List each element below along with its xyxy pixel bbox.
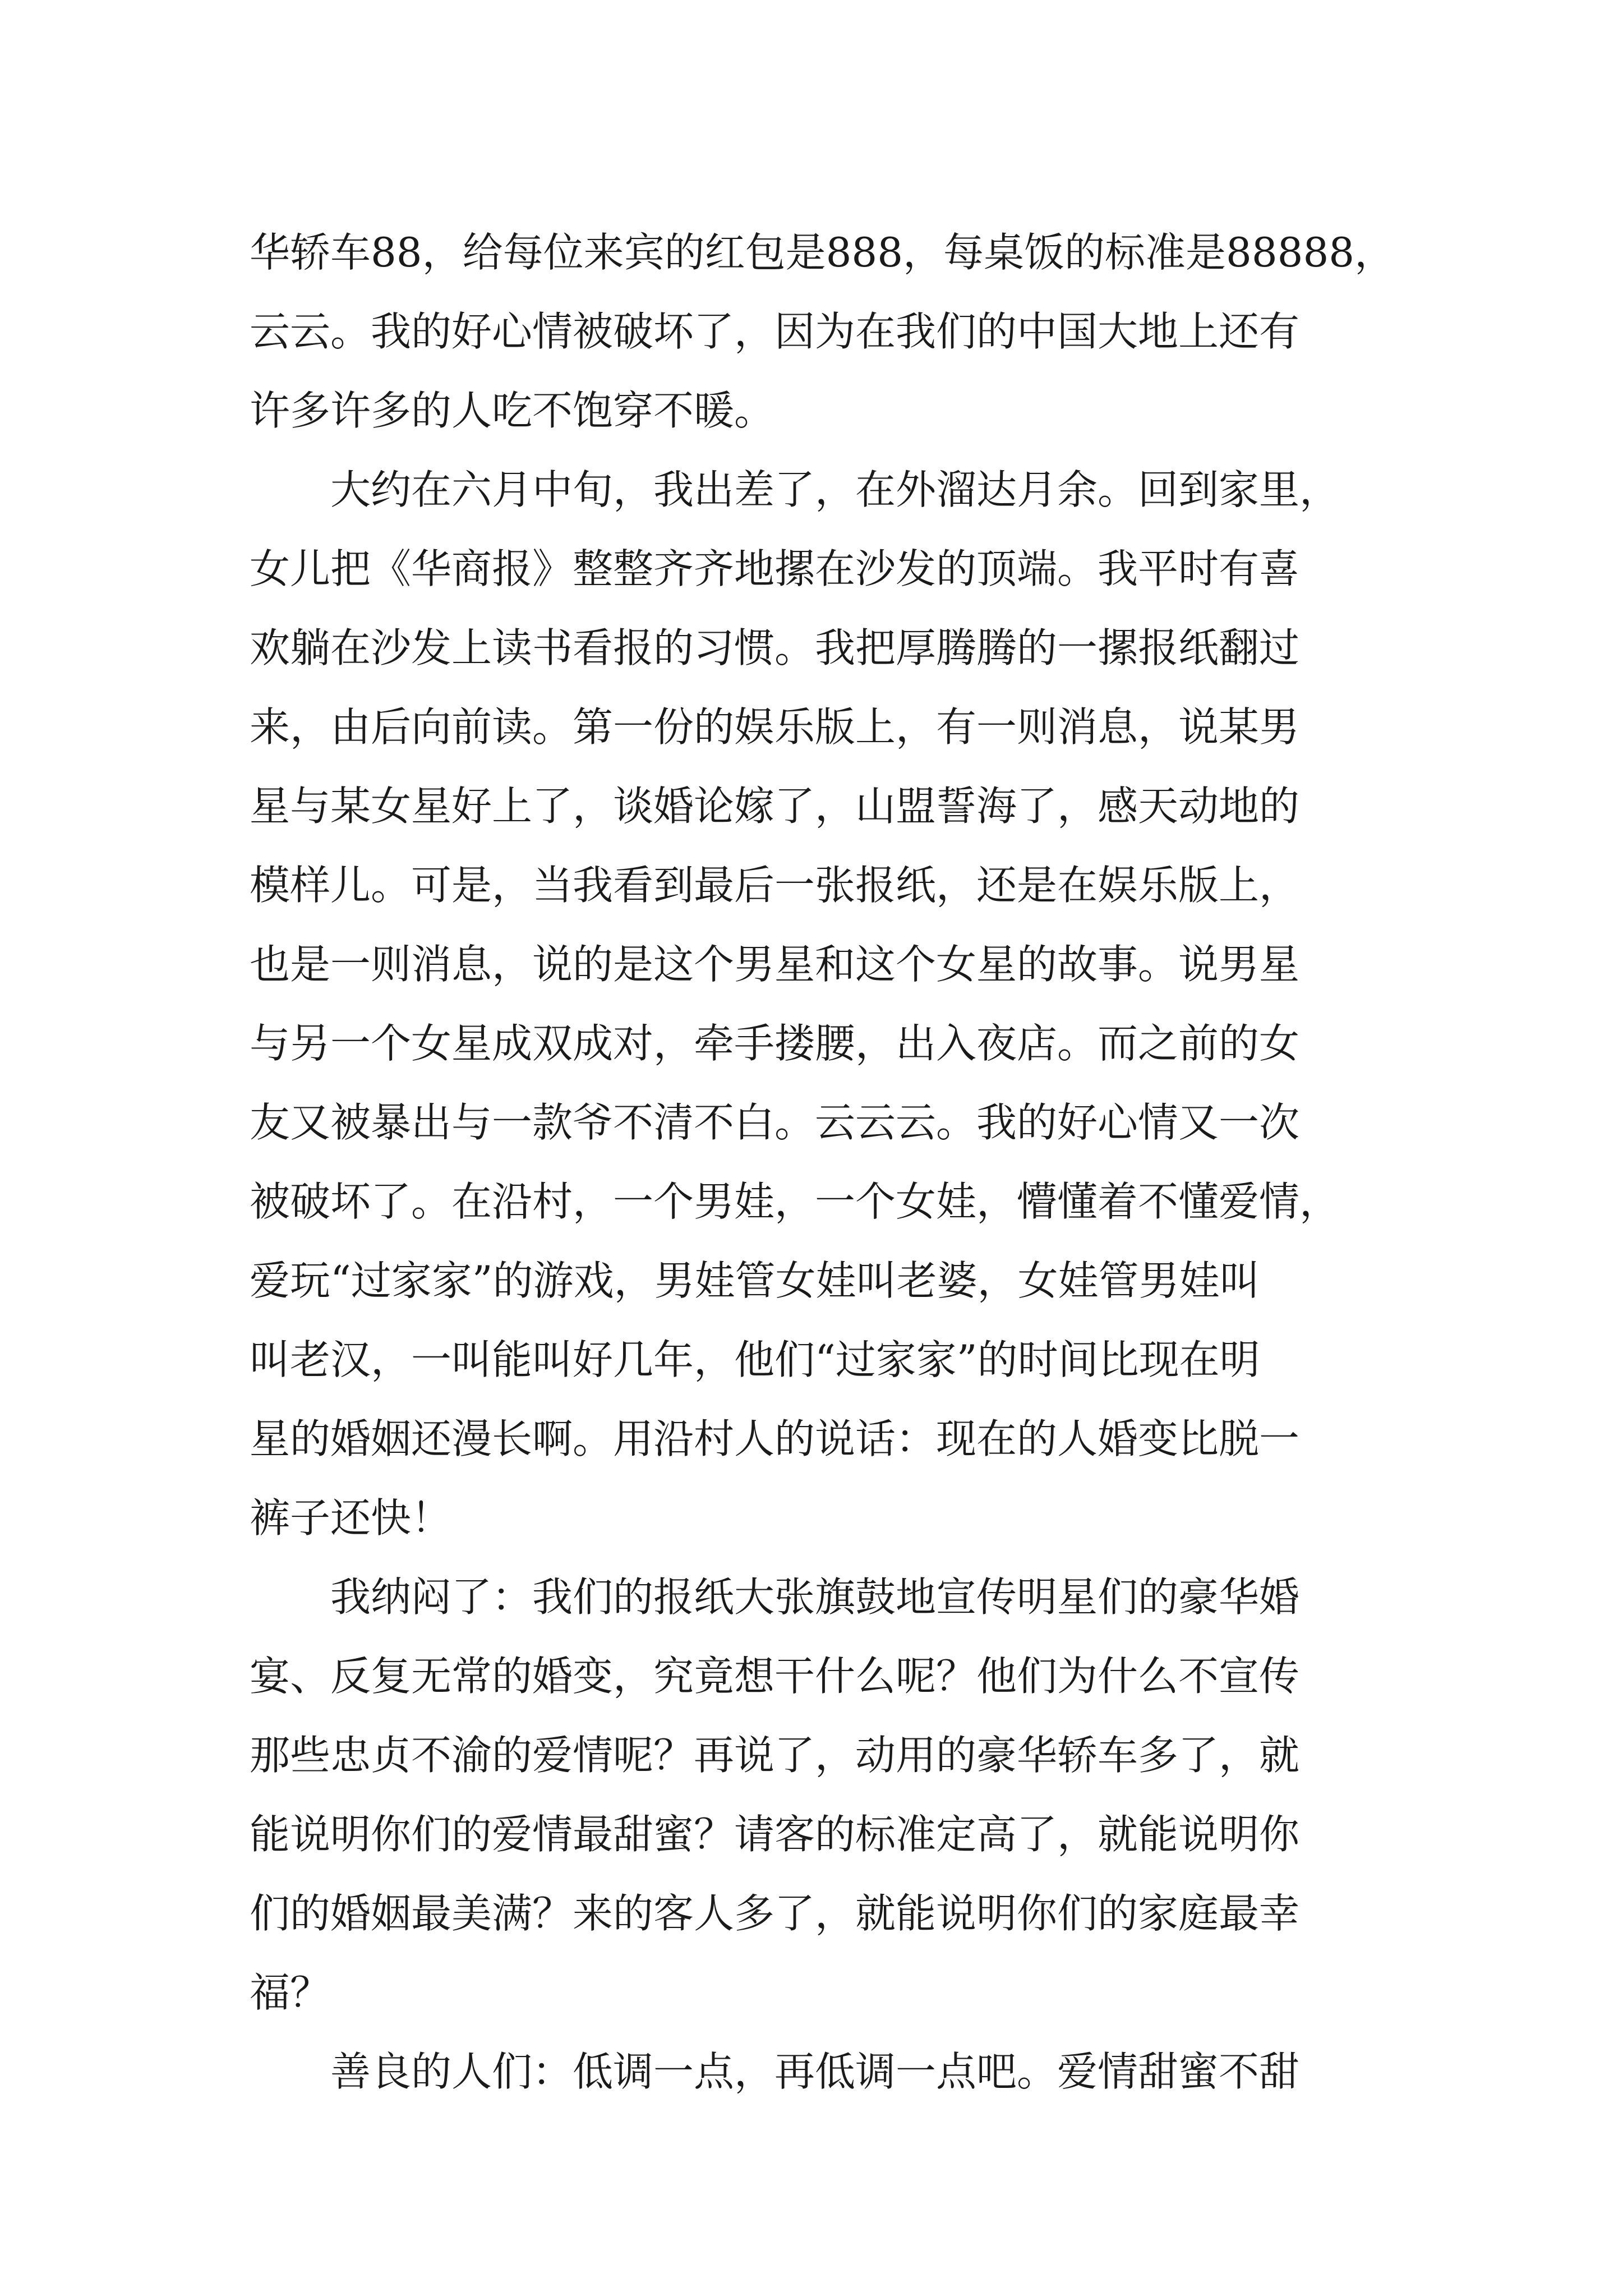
text-line: 华轿车88，给每位来宾的红包是888，每桌饭的标准是88888， — [250, 229, 1395, 276]
text-line: 也是一则消息，说的是这个男星和这个女星的故事。说男星 — [250, 941, 1300, 988]
paragraph — [250, 1558, 1394, 2032]
text-line: 福？ — [250, 1969, 331, 2016]
text-line: 裤子还快！ — [250, 1494, 452, 1542]
text-line: 云云。我的好心情被破坏了，因为在我们的中国大地上还有 — [250, 308, 1300, 355]
text-line: 来，由后向前读。第一份的娱乐版上，有一则消息，说某男 — [250, 703, 1300, 751]
text-line: 友又被暴出与一款爷不清不白。云云云。我的好心情又一次 — [250, 1099, 1300, 1146]
paragraph — [250, 213, 1394, 450]
text-line: 爱玩“过家家”的游戏，男娃管女娃叫老婆，女娃管男娃叫 — [250, 1257, 1260, 1304]
body-text — [250, 213, 1394, 2111]
text-line: 星与某女星好上了，谈婚论嫁了，山盟誓海了，感天动地的 — [250, 783, 1300, 830]
text-line: 与另一个女星成双成对，牵手搂腰，出入夜店。而之前的女 — [250, 1020, 1300, 1067]
text-line: 叫老汉，一叫能叫好几年，他们“过家家”的时间比现在明 — [250, 1336, 1260, 1383]
text-line: 能说明你们的爱情最甜蜜？请客的标准定高了，就能说明你 — [250, 1811, 1300, 1858]
paragraph — [250, 450, 1394, 1558]
text-line: 那些忠贞不渝的爱情呢？再说了，动用的豪华轿车多了，就 — [250, 1732, 1300, 1779]
text-line: 们的婚姻最美满？来的客人多了，就能说明你们的家庭最幸 — [250, 1890, 1300, 1937]
text-line: 大约在六月中旬，我出差了，在外溜达月余。回到家里， — [250, 466, 1340, 513]
text-line: 女儿把《华商报》整整齐齐地摞在沙发的顶端。我平时有喜 — [250, 545, 1300, 592]
text-line: 欢躺在沙发上读书看报的习惯。我把厚腾腾的一摞报纸翻过 — [250, 624, 1300, 671]
text-line: 模样儿。可是，当我看到最后一张报纸，还是在娱乐版上， — [250, 862, 1300, 909]
paragraph — [250, 2032, 1394, 2111]
text-line: 宴、反复无常的婚变，究竟想干什么呢？他们为什么不宣传 — [250, 1653, 1300, 1700]
text-line: 星的婚姻还漫长啊。用沿村人的说话：现在的人婚变比脱一 — [250, 1415, 1300, 1462]
text-line: 善良的人们：低调一点，再低调一点吧。爱情甜蜜不甜 — [250, 2048, 1300, 2095]
text-line: 许多许多的人吃不饱穿不暖。 — [250, 387, 775, 434]
text-line: 我纳闷了：我们的报纸大张旗鼓地宣传明星们的豪华婚 — [250, 1573, 1300, 1621]
text-line: 被破坏了。在沿村，一个男娃，一个女娃，懵懂着不懂爱情， — [250, 1178, 1340, 1225]
